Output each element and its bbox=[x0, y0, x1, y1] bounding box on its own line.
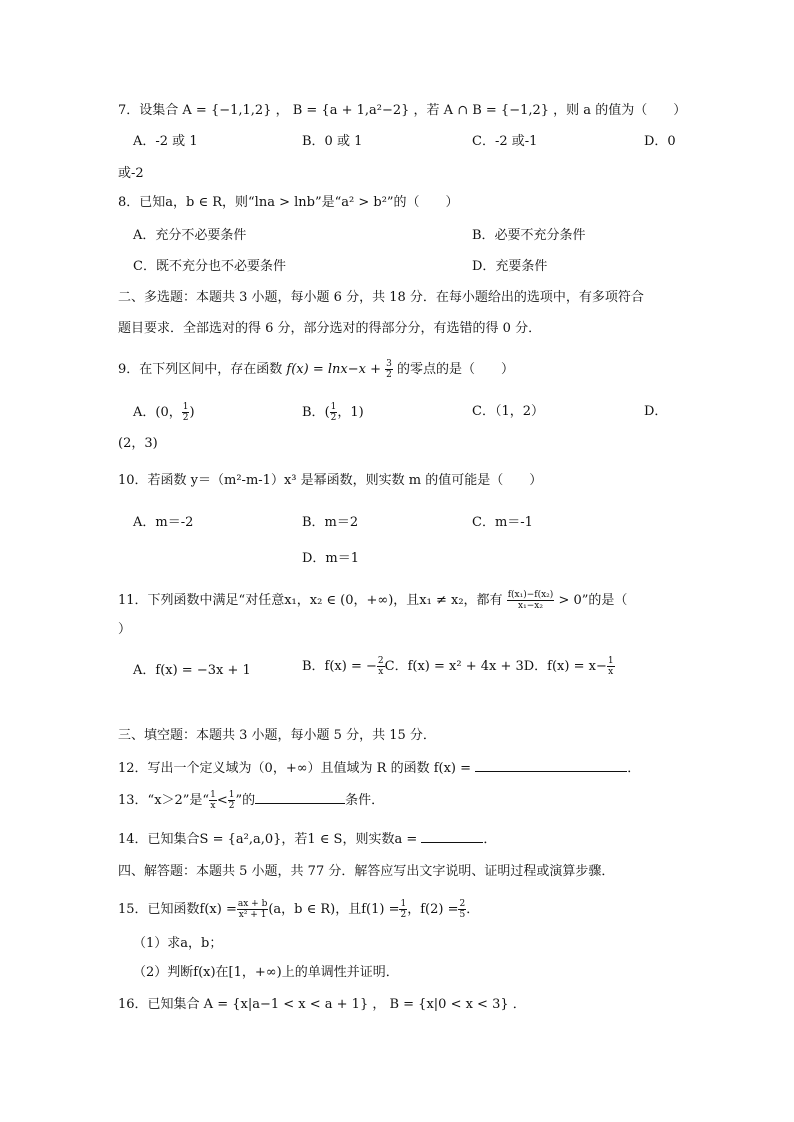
question-13-middle: ”的 bbox=[235, 793, 256, 808]
question-15-end: ． bbox=[466, 902, 480, 917]
fraction-denominator: x² + 1 bbox=[238, 910, 267, 920]
question-9-fraction bbox=[385, 359, 393, 380]
fraction-denominator: x₁−x₂ bbox=[518, 601, 543, 611]
question-9-stem-prefix: 9．在下列区间中，存在函数 bbox=[118, 362, 283, 377]
fraction-numerator: 1 bbox=[182, 402, 189, 412]
question-7-option-a: A．-2 或 1 bbox=[133, 134, 198, 149]
fraction-denominator: 2 bbox=[330, 413, 337, 423]
question-9-function: f(x) = lnx−x + bbox=[286, 362, 381, 377]
question-10-option-c: C．m＝-1 bbox=[472, 515, 533, 530]
question-9-option-a-label: A． bbox=[133, 405, 156, 420]
section-2-heading-line-2: 题目要求．全部选对的得 6 分，部分选对的得部分分，有选错的得 0 分． bbox=[118, 321, 542, 336]
section-4-heading: 四、解答题：本题共 5 小题，共 77 分．解答应写出文字说明、证明过程或演算步骤． bbox=[118, 864, 615, 879]
question-7-option-c: C．-2 或-1 bbox=[472, 134, 538, 149]
question-11-option-b: B．f(x) = − bbox=[302, 659, 377, 674]
fraction-numerator: 1 bbox=[400, 899, 407, 909]
question-9-option-b-open: ( bbox=[324, 405, 330, 420]
question-15-part-2: （2）判断f(x)在[1，+∞)上的单调性并证明． bbox=[133, 965, 399, 980]
fraction-denominator: x bbox=[378, 667, 384, 677]
question-9-stem bbox=[118, 359, 514, 380]
question-13-end: 条件． bbox=[345, 793, 385, 808]
fraction-numerator: f(x₁)−f(x₂) bbox=[507, 590, 554, 600]
question-10-option-a: A．m＝-2 bbox=[133, 515, 194, 530]
less-than-symbol: < bbox=[216, 793, 228, 808]
question-9-option-a bbox=[133, 402, 195, 423]
section-3-heading: 三、填空题：本题共 3 小题，每小题 5 分，共 15 分． bbox=[118, 728, 436, 743]
question-9-fraction-denominator: 2 bbox=[386, 370, 392, 380]
fraction-numerator: 1 bbox=[228, 790, 235, 800]
question-14-answer-blank[interactable] bbox=[421, 828, 483, 843]
question-13-fraction-1 bbox=[209, 790, 217, 811]
fraction-numerator: 1 bbox=[330, 402, 337, 412]
fraction-denominator: x bbox=[608, 667, 614, 677]
question-8-option-d: D．充要条件 bbox=[472, 259, 548, 274]
question-9-option-b bbox=[302, 402, 364, 423]
question-9-option-b-label: B． bbox=[302, 405, 325, 420]
question-14-stem bbox=[118, 828, 496, 849]
section-2-heading-line-1: 二、多选题：本题共 3 小题，每小题 6 分，共 18 分．在每小题给出的选项中，有多项符合 bbox=[118, 290, 644, 305]
question-15-function-fraction bbox=[237, 899, 268, 920]
question-11-stem-continued: ） bbox=[118, 622, 132, 637]
question-11-option-b-c-d bbox=[302, 656, 615, 677]
question-7-stem: 7．设集合 A = {−1,1,2} ， B = {a + 1,a²−2} ，若 A ∩ B = {−1,2} ，则 a 的值为（ ） bbox=[118, 103, 687, 118]
question-14-end: ． bbox=[483, 832, 497, 847]
fraction-numerator: ax + b bbox=[237, 899, 268, 909]
fraction-numerator: 1 bbox=[607, 656, 614, 666]
question-12-end: ． bbox=[627, 761, 641, 776]
question-13-stem bbox=[118, 789, 384, 811]
question-9-stem-suffix: 的零点的是（ ） bbox=[397, 362, 515, 377]
question-15-stem bbox=[118, 899, 479, 920]
question-7-option-b: B．0 或 1 bbox=[302, 134, 363, 149]
question-14-text: 14．已知集合S = {a²,a,0}，若1 ∈ S，则实数a = bbox=[118, 832, 418, 847]
question-9-option-a-close: ) bbox=[189, 405, 195, 420]
question-8-option-a: A．充分不必要条件 bbox=[133, 228, 247, 243]
fraction-denominator: 2 bbox=[228, 801, 235, 811]
question-9-fraction-numerator: 3 bbox=[386, 359, 392, 369]
question-10-stem: 10．若函数 y＝（m²-m-1）x³ 是幂函数，则实数 m 的值可能是（ ） bbox=[118, 473, 543, 488]
question-7-option-d-continued: 或-2 bbox=[118, 166, 144, 181]
question-8-stem: 8．已知a，b ∈ R，则“lna > lnb”是“a² > b²”的（ ） bbox=[118, 195, 459, 210]
question-11-stem bbox=[118, 590, 627, 611]
question-12-stem bbox=[118, 757, 640, 778]
question-12-answer-blank[interactable] bbox=[475, 757, 627, 772]
fraction-denominator: x bbox=[210, 801, 216, 811]
question-15-middle: (a，b ∈ R)，且f(1) = bbox=[268, 902, 400, 917]
question-13-answer-blank[interactable] bbox=[255, 789, 345, 804]
fraction-denominator: 2 bbox=[400, 910, 407, 920]
question-11-option-d: f(x) = x− bbox=[547, 659, 607, 674]
question-8-option-b: B．必要不充分条件 bbox=[472, 228, 586, 243]
question-9-option-d-continued: (2，3) bbox=[118, 436, 158, 451]
fraction-denominator: 2 bbox=[182, 413, 189, 423]
question-11-fraction bbox=[507, 590, 555, 611]
question-15-part-1: （1）求a，b； bbox=[133, 936, 223, 951]
question-12-text: 12．写出一个定义域为（0，+∞）且值域为 R 的函数 f(x) = bbox=[118, 761, 472, 776]
question-11-option-d-fraction bbox=[607, 656, 615, 677]
question-9-option-d: D． bbox=[644, 404, 668, 419]
question-11-stem-suffix: > 0”的是（ bbox=[558, 593, 628, 608]
question-13-prefix: 13．“x＞2”是“ bbox=[118, 793, 210, 808]
fraction-numerator: 2 bbox=[377, 656, 384, 666]
question-10-option-d: D．m＝1 bbox=[302, 551, 360, 566]
question-15-middle-2: ，f(2) = bbox=[407, 902, 459, 917]
fraction-denominator: 5 bbox=[459, 910, 466, 920]
question-9-option-a-open: (0， bbox=[155, 405, 182, 420]
question-11-option-b-fraction bbox=[377, 656, 385, 677]
question-16-stem: 16．已知集合 A = {x|a−1 < x < a + 1} ， B = {x|0 < x < 3} ． bbox=[118, 997, 526, 1012]
question-11-option-a: A．f(x) = −3x + 1 bbox=[133, 663, 251, 678]
question-11-stem-prefix: 11．下列函数中满足“对任意x₁，x₂ ∈ (0，+∞)，且x₁ ≠ x₂，都有 bbox=[118, 593, 503, 608]
question-9-option-c: C．（1，2） bbox=[472, 404, 544, 419]
question-11-option-c: C．f(x) = x² + 4x + 3D． bbox=[384, 659, 548, 674]
fraction-numerator: 2 bbox=[459, 899, 466, 909]
fraction-numerator: 1 bbox=[210, 790, 216, 800]
question-15-prefix: 15．已知函数f(x) = bbox=[118, 902, 237, 917]
question-10-option-b: B．m＝2 bbox=[302, 515, 359, 530]
question-8-option-c: C．既不充分也不必要条件 bbox=[133, 259, 286, 274]
question-7-option-d: D．0 bbox=[644, 134, 676, 149]
question-9-option-b-close: ，1) bbox=[337, 405, 364, 420]
